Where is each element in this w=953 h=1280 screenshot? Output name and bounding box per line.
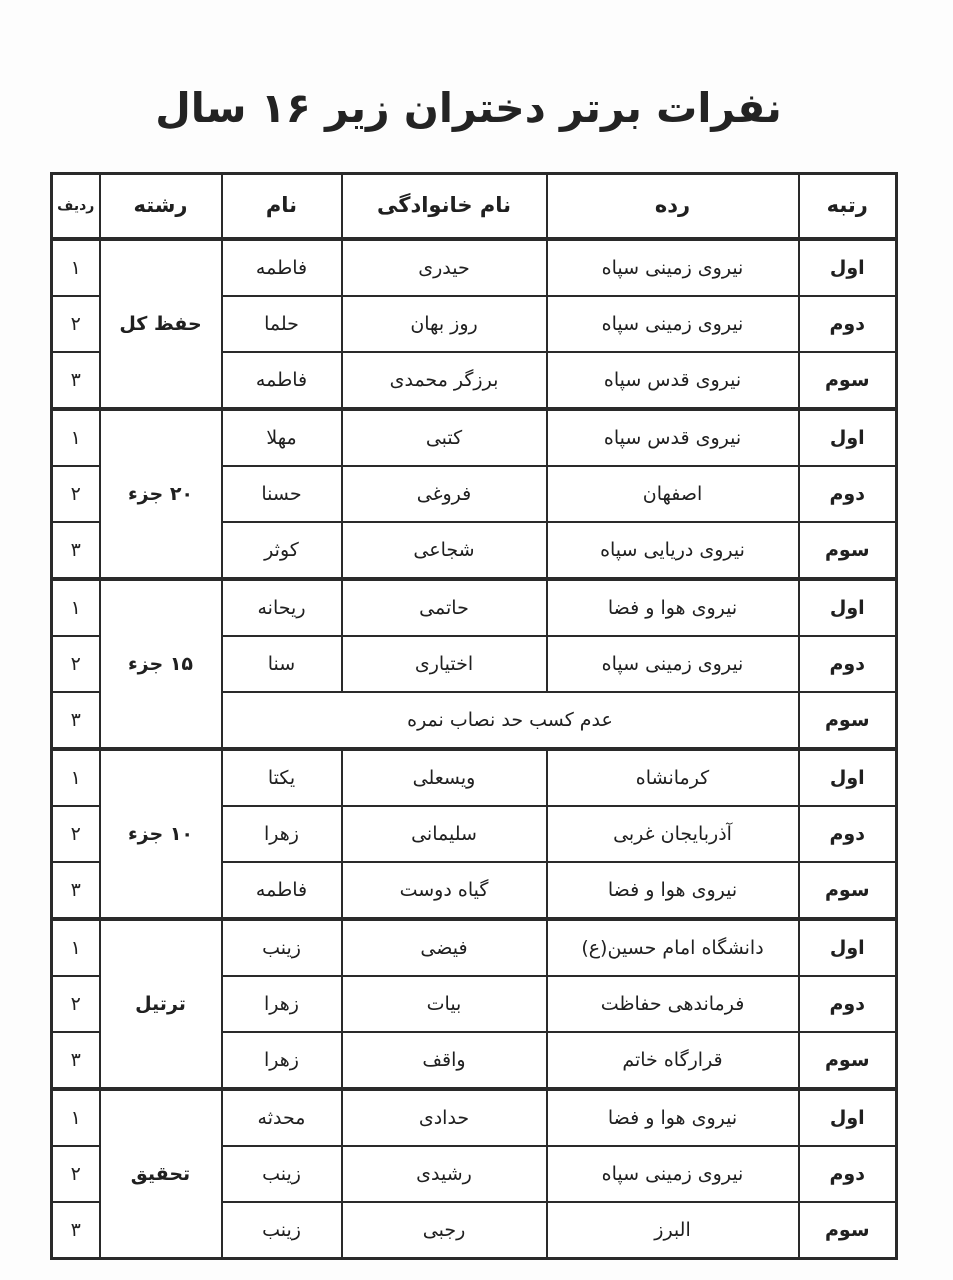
cell-rank: اول (799, 1089, 897, 1146)
page-title: نفرات برتر دختران زیر ۱۶ سال (155, 84, 782, 133)
cell-lastname: بیات (342, 976, 547, 1032)
cell-discipline-group: ۱۰ جزء (100, 749, 222, 919)
cell-firstname: فاطمه (222, 862, 342, 919)
cell-rank: اول (799, 579, 897, 636)
cell-rank: اول (799, 919, 897, 976)
table-row (52, 579, 897, 636)
cell-rank: سوم (799, 1032, 897, 1089)
cell-rank: سوم (799, 522, 897, 579)
cell-rank: سوم (799, 692, 897, 749)
cell-index: ۱ (52, 239, 100, 296)
cell-rank: سوم (799, 862, 897, 919)
cell-lastname: برزگر محمدی (342, 352, 547, 409)
cell-index: ۳ (52, 692, 100, 749)
cell-unit: دانشگاه امام حسین(ع) (547, 919, 799, 976)
cell-lastname: رجبی (342, 1202, 547, 1259)
cell-discipline-group: ترتیل (100, 919, 222, 1089)
cell-firstname: مهلا (222, 409, 342, 466)
cell-index: ۲ (52, 636, 100, 692)
cell-unit: نیروی هوا و فضا (547, 579, 799, 636)
cell-rank: اول (799, 239, 897, 296)
column-header-lastname: نام خانوادگی (342, 174, 547, 240)
table-head (52, 174, 897, 240)
cell-firstname: زهرا (222, 806, 342, 862)
cell-unit: نیروی قدس سپاه (547, 352, 799, 409)
cell-firstname: زهرا (222, 1032, 342, 1089)
cell-unit: نیروی زمینی سپاه (547, 296, 799, 352)
cell-discipline-group: تحقیق (100, 1089, 222, 1259)
cell-lastname: حدادی (342, 1089, 547, 1146)
cell-index: ۳ (52, 1202, 100, 1259)
cell-firstname: ریحانه (222, 579, 342, 636)
cell-unit: البرز (547, 1202, 799, 1259)
cell-lastname: روز بهان (342, 296, 547, 352)
cell-firstname: سنا (222, 636, 342, 692)
cell-index: ۱ (52, 919, 100, 976)
cell-index: ۳ (52, 1032, 100, 1089)
cell-rank: دوم (799, 806, 897, 862)
cell-lastname: واقف (342, 1032, 547, 1089)
table-row (52, 1089, 897, 1146)
cell-lastname: کتبی (342, 409, 547, 466)
cell-unit: نیروی زمینی سپاه (547, 636, 799, 692)
cell-index: ۳ (52, 352, 100, 409)
cell-lastname: سلیمانی (342, 806, 547, 862)
cell-note-no-qualifying-score: عدم کسب حد نصاب نمره (222, 692, 799, 749)
cell-unit: نیروی قدس سپاه (547, 409, 799, 466)
cell-index: ۱ (52, 1089, 100, 1146)
cell-lastname: ویسعلی (342, 749, 547, 806)
column-header-rank: رتبه (799, 174, 897, 240)
cell-index: ۲ (52, 466, 100, 522)
cell-rank: دوم (799, 636, 897, 692)
cell-unit: فرماندهی حفاظت (547, 976, 799, 1032)
cell-discipline-group: ۲۰ جزء (100, 409, 222, 579)
cell-unit: آذربایجان غربی (547, 806, 799, 862)
cell-firstname: زینب (222, 919, 342, 976)
cell-firstname: محدثه (222, 1089, 342, 1146)
cell-index: ۲ (52, 1146, 100, 1202)
cell-unit: نیروی زمینی سپاه (547, 239, 799, 296)
cell-lastname: گیاه دوست (342, 862, 547, 919)
table-row (52, 749, 897, 806)
cell-lastname: حیدری (342, 239, 547, 296)
cell-unit: کرمانشاه (547, 749, 799, 806)
cell-index: ۲ (52, 976, 100, 1032)
cell-index: ۳ (52, 862, 100, 919)
cell-firstname: کوثر (222, 522, 342, 579)
cell-lastname: فیضی (342, 919, 547, 976)
top-competitors-table (50, 172, 898, 1260)
column-header-firstname: نام (222, 174, 342, 240)
table-header-row (52, 174, 897, 240)
cell-index: ۱ (52, 409, 100, 466)
cell-index: ۱ (52, 749, 100, 806)
cell-unit: قرارگاه خاتم (547, 1032, 799, 1089)
column-header-unit: رده (547, 174, 799, 240)
cell-unit: نیروی هوا و فضا (547, 1089, 799, 1146)
column-header-index: ردیف (52, 174, 100, 240)
cell-firstname: زینب (222, 1202, 342, 1259)
cell-lastname: فروغی (342, 466, 547, 522)
cell-rank: دوم (799, 976, 897, 1032)
cell-rank: دوم (799, 466, 897, 522)
cell-index: ۳ (52, 522, 100, 579)
cell-index: ۲ (52, 296, 100, 352)
cell-unit: نیروی زمینی سپاه (547, 1146, 799, 1202)
cell-lastname: حاتمی (342, 579, 547, 636)
cell-index: ۱ (52, 579, 100, 636)
cell-index: ۲ (52, 806, 100, 862)
table-row (52, 409, 897, 466)
ranking-table-container (53, 172, 898, 1260)
cell-lastname: رشیدی (342, 1146, 547, 1202)
cell-unit: اصفهان (547, 466, 799, 522)
cell-firstname: یکتا (222, 749, 342, 806)
cell-firstname: زینب (222, 1146, 342, 1202)
cell-firstname: فاطمه (222, 352, 342, 409)
cell-firstname: حسنا (222, 466, 342, 522)
cell-rank: سوم (799, 352, 897, 409)
cell-rank: سوم (799, 1202, 897, 1259)
cell-rank: دوم (799, 296, 897, 352)
cell-rank: دوم (799, 1146, 897, 1202)
table-body (52, 239, 897, 1259)
cell-discipline-group: حفظ کل (100, 239, 222, 409)
page-title-container (18, 52, 935, 166)
cell-lastname: اختیاری (342, 636, 547, 692)
cell-firstname: زهرا (222, 976, 342, 1032)
column-header-discipline: رشته (100, 174, 222, 240)
cell-unit: نیروی هوا و فضا (547, 862, 799, 919)
cell-rank: اول (799, 409, 897, 466)
table-row (52, 239, 897, 296)
table-row (52, 919, 897, 976)
cell-discipline-group: ۱۵ جزء (100, 579, 222, 749)
cell-firstname: فاطمه (222, 239, 342, 296)
cell-unit: نیروی دریایی سپاه (547, 522, 799, 579)
cell-rank: اول (799, 749, 897, 806)
cell-firstname: حلما (222, 296, 342, 352)
cell-lastname: شجاعی (342, 522, 547, 579)
